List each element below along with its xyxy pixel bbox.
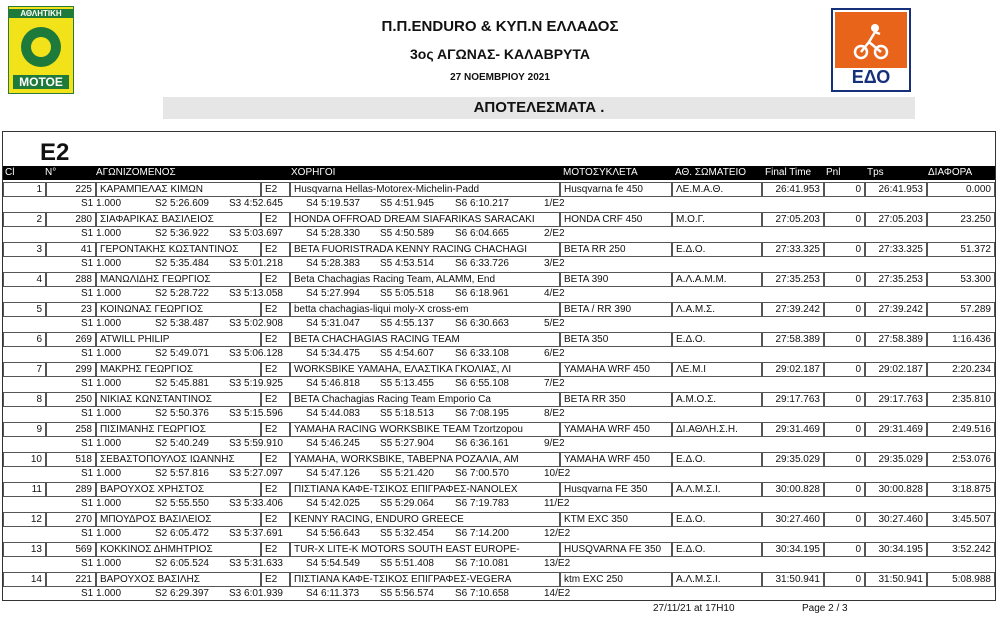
cell-cl: 12 bbox=[3, 512, 46, 527]
split-s5: S5 4:50.589 bbox=[380, 228, 434, 239]
class-title: E2 bbox=[40, 139, 70, 166]
cell-cl: 2 bbox=[3, 212, 46, 227]
cell-moto: Husqvarna FE 350 bbox=[560, 482, 672, 497]
cell-cat: E2 bbox=[261, 242, 290, 257]
cell-no: 280 bbox=[46, 212, 96, 227]
cell-pnl: 0 bbox=[824, 482, 865, 497]
table-header bbox=[3, 166, 995, 180]
split-s2: S2 6:29.397 bbox=[155, 588, 209, 599]
cell-moto: HUSQVARNA FE 350 bbox=[560, 542, 672, 557]
cell-no: 269 bbox=[46, 332, 96, 347]
cell-tps: 27:58.389 bbox=[865, 332, 927, 347]
logo-left-top-text: ΑΘΛΗΤΙΚΗ bbox=[9, 9, 73, 18]
split-pos: 2/E2 bbox=[544, 228, 565, 239]
cell-final: 30:00.828 bbox=[762, 482, 824, 497]
table-row bbox=[3, 240, 995, 270]
split-s5: S5 4:55.137 bbox=[380, 318, 434, 329]
event-title: Π.Π.ENDURO & ΚΥΠ.Ν ΕΛΛΑΔΟΣ bbox=[381, 18, 619, 35]
split-s6: S6 7:00.570 bbox=[455, 468, 509, 479]
cell-pnl: 0 bbox=[824, 452, 865, 467]
cell-moto: YAMAHA WRF 450 bbox=[560, 362, 672, 377]
cell-diff: 2:53.076 bbox=[927, 452, 995, 467]
table-row bbox=[3, 570, 995, 600]
split-pos: 11/E2 bbox=[544, 498, 570, 509]
cell-moto: BETA 350 bbox=[560, 332, 672, 347]
cell-moto: BETA RR 250 bbox=[560, 242, 672, 257]
cell-moto: BETA RR 350 bbox=[560, 392, 672, 407]
cell-pnl: 0 bbox=[824, 272, 865, 287]
split-s1: S1 1.000 bbox=[81, 408, 122, 419]
split-s5: S5 5:56.574 bbox=[380, 588, 434, 599]
split-s2: S2 5:55.550 bbox=[155, 498, 209, 509]
cell-rider: ΜΠΟΥΔΡΟΣ ΒΑΣΙΛΕΙΟΣ bbox=[96, 512, 261, 527]
cell-cat: E2 bbox=[261, 362, 290, 377]
split-s6: S6 6:30.663 bbox=[455, 318, 509, 329]
split-pos: 4/E2 bbox=[544, 288, 565, 299]
cell-moto: ktm EXC 250 bbox=[560, 572, 672, 587]
cell-cl: 10 bbox=[3, 452, 46, 467]
split-s3: S3 5:03.697 bbox=[229, 228, 283, 239]
cell-club: ΛΕ.Μ.Ι bbox=[672, 362, 762, 377]
split-pos: 3/E2 bbox=[544, 258, 565, 269]
event-date: 27 ΝΟΕΜΒΡΙΟΥ 2021 bbox=[450, 72, 550, 83]
cell-club: ΔΙ.ΑΘΛΗ.Σ.Η. bbox=[672, 422, 762, 437]
cell-tps: 27:35.253 bbox=[865, 272, 927, 287]
cell-cl: 6 bbox=[3, 332, 46, 347]
cell-rider: ΜΑΝΩΛΙΔΗΣ ΓΕΩΡΓΙΟΣ bbox=[96, 272, 261, 287]
logo-left-bottom-text: MOTOE bbox=[13, 75, 69, 89]
split-pos: 12/E2 bbox=[544, 528, 571, 539]
split-s4: S4 5:28.330 bbox=[306, 228, 360, 239]
split-s6: S6 6:33.726 bbox=[455, 258, 509, 269]
page-number: Page 2 / 3 bbox=[802, 603, 848, 614]
cell-final: 27:33.325 bbox=[762, 242, 824, 257]
split-s2: S2 5:49.071 bbox=[155, 348, 209, 359]
cell-sponsor: YAMAHA RACING WORKSBIKE TEAM Tzortzopou bbox=[290, 422, 560, 437]
cell-diff: 53.300 bbox=[927, 272, 995, 287]
cell-club: Ε.Δ.Ο. bbox=[672, 332, 762, 347]
split-s2: S2 5:38.487 bbox=[155, 318, 209, 329]
split-s1: S1 1.000 bbox=[81, 588, 122, 599]
split-s4: S4 5:47.126 bbox=[306, 468, 360, 479]
cell-pnl: 0 bbox=[824, 242, 865, 257]
cell-no: 289 bbox=[46, 482, 96, 497]
split-s1: S1 1.000 bbox=[81, 348, 122, 359]
split-s4: S4 5:54.549 bbox=[306, 558, 360, 569]
cell-no: 225 bbox=[46, 182, 96, 197]
split-pos: 14/E2 bbox=[544, 588, 571, 599]
table-row bbox=[3, 300, 995, 330]
col-header-penalty: Pnl bbox=[826, 167, 841, 178]
split-s4: S4 5:34.475 bbox=[306, 348, 360, 359]
cell-rider: ΣΕΒΑΣΤΟΠΟΥΛΟΣ ΙΩΑΝΝΗΣ bbox=[96, 452, 261, 467]
cell-rider: ΓΕΡΟΝΤΑΚΗΣ ΚΩΣΤΑΝΤΙΝΟΣ bbox=[96, 242, 261, 257]
split-s1: S1 1.000 bbox=[81, 318, 122, 329]
cell-rider: ΚΑΡΑΜΠΕΛΑΣ ΚΙΜΩΝ bbox=[96, 182, 261, 197]
cell-rider: ΠΙΣΙΜΑΝΗΣ ΓΕΩΡΓΙΟΣ bbox=[96, 422, 261, 437]
split-s5: S5 4:53.514 bbox=[380, 258, 434, 269]
cell-cl: 9 bbox=[3, 422, 46, 437]
col-header-difference: ΔΙΑΦΟΡΑ bbox=[928, 167, 973, 178]
table-row bbox=[3, 540, 995, 570]
cell-cl: 5 bbox=[3, 302, 46, 317]
cell-cat: E2 bbox=[261, 212, 290, 227]
cell-tps: 31:50.941 bbox=[865, 572, 927, 587]
cell-club: Α.Λ.Α.Μ.Μ. bbox=[672, 272, 762, 287]
cell-moto: BETA / RR 390 bbox=[560, 302, 672, 317]
cell-cat: E2 bbox=[261, 542, 290, 557]
col-header-motorcycle: ΜΟΤΟΣΥΚΛΕΤΑ bbox=[563, 167, 638, 178]
cell-diff: 5:08.988 bbox=[927, 572, 995, 587]
cell-sponsor: TUR-X LITE-K MOTORS SOUTH EAST EUROPE- bbox=[290, 542, 560, 557]
split-s5: S5 4:54.607 bbox=[380, 348, 434, 359]
cell-final: 31:50.941 bbox=[762, 572, 824, 587]
split-s4: S4 5:44.083 bbox=[306, 408, 360, 419]
split-pos: 6/E2 bbox=[544, 348, 565, 359]
split-s5: S5 4:51.945 bbox=[380, 198, 434, 209]
cell-diff: 51.372 bbox=[927, 242, 995, 257]
cell-cat: E2 bbox=[261, 302, 290, 317]
cell-cl: 14 bbox=[3, 572, 46, 587]
cell-cat: E2 bbox=[261, 482, 290, 497]
split-s1: S1 1.000 bbox=[81, 528, 122, 539]
split-s3: S3 5:31.633 bbox=[229, 558, 283, 569]
cell-rider: ΒΑΡΟΥΧΟΣ ΧΡΗΣΤΟΣ bbox=[96, 482, 261, 497]
split-s3: S3 5:33.406 bbox=[229, 498, 283, 509]
cell-tps: 26:41.953 bbox=[865, 182, 927, 197]
cell-cat: E2 bbox=[261, 332, 290, 347]
split-s2: S2 5:45.881 bbox=[155, 378, 209, 389]
split-s4: S4 5:46.818 bbox=[306, 378, 360, 389]
cell-cl: 4 bbox=[3, 272, 46, 287]
split-s1: S1 1.000 bbox=[81, 468, 122, 479]
cell-sponsor: YAMAHA, WORKSBIKE, ΤΑΒΕΡΝΑ ΡΟΖΑΛΙΑ, ΑΜ bbox=[290, 452, 560, 467]
cell-cat: E2 bbox=[261, 452, 290, 467]
cell-moto: YAMAHA WRF 450 bbox=[560, 422, 672, 437]
cell-cl: 7 bbox=[3, 362, 46, 377]
cell-no: 23 bbox=[46, 302, 96, 317]
split-s3: S3 5:27.097 bbox=[229, 468, 283, 479]
cell-tps: 30:27.460 bbox=[865, 512, 927, 527]
split-s1: S1 1.000 bbox=[81, 438, 122, 449]
table-row bbox=[3, 330, 995, 360]
col-header-club: ΑΘ. ΣΩΜΑΤΕΙΟ bbox=[675, 167, 747, 178]
cell-tps: 29:02.187 bbox=[865, 362, 927, 377]
cell-no: 288 bbox=[46, 272, 96, 287]
split-s1: S1 1.000 bbox=[81, 288, 122, 299]
cell-cat: E2 bbox=[261, 512, 290, 527]
cell-moto: HONDA CRF 450 bbox=[560, 212, 672, 227]
cell-sponsor: BETA CHACHAGIAS RACING TEAM bbox=[290, 332, 560, 347]
cell-club: Α.Λ.Μ.Σ.Ι. bbox=[672, 482, 762, 497]
split-s6: S6 7:08.195 bbox=[455, 408, 509, 419]
table-row bbox=[3, 420, 995, 450]
split-s1: S1 1.000 bbox=[81, 498, 122, 509]
split-s5: S5 5:32.454 bbox=[380, 528, 434, 539]
split-s6: S6 7:10.658 bbox=[455, 588, 509, 599]
split-s2: S2 5:40.249 bbox=[155, 438, 209, 449]
split-s3: S3 5:19.925 bbox=[229, 378, 283, 389]
cell-cat: E2 bbox=[261, 572, 290, 587]
split-s2: S2 5:28.722 bbox=[155, 288, 209, 299]
split-s4: S4 5:27.994 bbox=[306, 288, 360, 299]
split-s1: S1 1.000 bbox=[81, 198, 122, 209]
cell-final: 29:17.763 bbox=[762, 392, 824, 407]
col-header-sponsor: ΧΟΡΗΓΟΙ bbox=[291, 167, 336, 178]
cell-cl: 13 bbox=[3, 542, 46, 557]
split-s5: S5 5:21.420 bbox=[380, 468, 434, 479]
cell-diff: 1:16.436 bbox=[927, 332, 995, 347]
cell-sponsor: KENNY RACING, ENDURO GREECE bbox=[290, 512, 560, 527]
cell-diff: 2:35.810 bbox=[927, 392, 995, 407]
cell-moto: KTM EXC 350 bbox=[560, 512, 672, 527]
split-s1: S1 1.000 bbox=[81, 558, 122, 569]
cell-final: 27:05.203 bbox=[762, 212, 824, 227]
cell-moto: Husqvarna fe 450 bbox=[560, 182, 672, 197]
cell-rider: ATWILL PHILIP bbox=[96, 332, 261, 347]
table-row bbox=[3, 390, 995, 420]
results-table bbox=[3, 180, 995, 600]
cell-cl: 11 bbox=[3, 482, 46, 497]
cell-club: Ε.Δ.Ο. bbox=[672, 452, 762, 467]
cell-sponsor: WORKSBIKE YAMAHA, ΕΛΑΣΤΙΚΑ ΓΚΟΛΙΑΣ, ΛΙ bbox=[290, 362, 560, 377]
cell-final: 29:31.469 bbox=[762, 422, 824, 437]
split-s2: S2 5:57.816 bbox=[155, 468, 209, 479]
cell-sponsor: Beta Chachagias Racing Team, ALAMM, End bbox=[290, 272, 560, 287]
split-s1: S1 1.000 bbox=[81, 228, 122, 239]
split-s6: S6 6:10.217 bbox=[455, 198, 509, 209]
cell-rider: ΜΑΚΡΗΣ ΓΕΩΡΓΙΟΣ bbox=[96, 362, 261, 377]
cell-sponsor: ΠΙΣΤΙΑΝΑ ΚΑΦΕ-ΤΣΙΚΟΣ ΕΠΙΓΡΑΦΕΣ-NANOLEX bbox=[290, 482, 560, 497]
cell-final: 30:34.195 bbox=[762, 542, 824, 557]
cell-no: 518 bbox=[46, 452, 96, 467]
cell-moto: YAMAHA WRF 450 bbox=[560, 452, 672, 467]
cell-diff: 23.250 bbox=[927, 212, 995, 227]
split-s6: S6 7:10.081 bbox=[455, 558, 509, 569]
col-header-cl: Cl bbox=[5, 167, 15, 178]
cell-no: 270 bbox=[46, 512, 96, 527]
split-s2: S2 5:26.609 bbox=[155, 198, 209, 209]
cell-diff: 2:49.516 bbox=[927, 422, 995, 437]
cell-cl: 8 bbox=[3, 392, 46, 407]
cell-club: ΛΕ.Μ.Α.Θ. bbox=[672, 182, 762, 197]
cell-diff: 2:20.234 bbox=[927, 362, 995, 377]
col-header-tps: Tps bbox=[867, 167, 884, 178]
logo-right-text: ΕΔΟ bbox=[851, 67, 891, 87]
split-s1: S1 1.000 bbox=[81, 378, 122, 389]
split-s3: S3 5:59.910 bbox=[229, 438, 283, 449]
cell-tps: 29:35.029 bbox=[865, 452, 927, 467]
table-row bbox=[3, 510, 995, 540]
split-pos: 5/E2 bbox=[544, 318, 565, 329]
cell-cat: E2 bbox=[261, 182, 290, 197]
table-row bbox=[3, 360, 995, 390]
split-s5: S5 5:51.408 bbox=[380, 558, 434, 569]
cell-tps: 27:05.203 bbox=[865, 212, 927, 227]
split-s2: S2 5:35.484 bbox=[155, 258, 209, 269]
cell-tps: 29:31.469 bbox=[865, 422, 927, 437]
col-header-final-time: Final Time bbox=[765, 167, 812, 178]
cell-club: Ε.Δ.Ο. bbox=[672, 242, 762, 257]
split-s2: S2 5:50.376 bbox=[155, 408, 209, 419]
cell-diff: 57.289 bbox=[927, 302, 995, 317]
split-pos: 8/E2 bbox=[544, 408, 565, 419]
split-s6: S6 7:19.783 bbox=[455, 498, 509, 509]
cell-tps: 27:33.325 bbox=[865, 242, 927, 257]
cell-rider: ΝΙΚΙΑΣ ΚΩΝΣΤΑΝΤΙΝΟΣ bbox=[96, 392, 261, 407]
table-row bbox=[3, 270, 995, 300]
cell-pnl: 0 bbox=[824, 392, 865, 407]
cell-tps: 30:00.828 bbox=[865, 482, 927, 497]
cell-cat: E2 bbox=[261, 392, 290, 407]
split-s6: S6 6:04.665 bbox=[455, 228, 509, 239]
split-s3: S3 5:13.058 bbox=[229, 288, 283, 299]
split-s3: S3 5:02.908 bbox=[229, 318, 283, 329]
cell-no: 221 bbox=[46, 572, 96, 587]
cell-tps: 29:17.763 bbox=[865, 392, 927, 407]
split-s2: S2 6:05.472 bbox=[155, 528, 209, 539]
split-pos: 1/E2 bbox=[544, 198, 565, 209]
split-s4: S4 5:28.383 bbox=[306, 258, 360, 269]
split-s2: S2 6:05.524 bbox=[155, 558, 209, 569]
table-row bbox=[3, 210, 995, 240]
split-s4: S4 6:11.373 bbox=[306, 588, 360, 599]
cell-rider: ΣΙΑΦΑΡΙΚΑΣ ΒΑΣΙΛΕΙΟΣ bbox=[96, 212, 261, 227]
cell-no: 299 bbox=[46, 362, 96, 377]
cell-club: Α.Μ.Ο.Σ. bbox=[672, 392, 762, 407]
cell-sponsor: HONDA OFFROAD DREAM SIAFARIKAS SARACAKI bbox=[290, 212, 560, 227]
cell-cl: 1 bbox=[3, 182, 46, 197]
cell-final: 27:39.242 bbox=[762, 302, 824, 317]
cell-rider: ΚΟΚΚΙΝΟΣ ΔΗΜΗΤΡΙΟΣ bbox=[96, 542, 261, 557]
cell-rider: ΚΟΙΝΩΝΑΣ ΓΕΩΡΓΙΟΣ bbox=[96, 302, 261, 317]
table-row bbox=[3, 480, 995, 510]
split-s5: S5 5:05.518 bbox=[380, 288, 434, 299]
cell-pnl: 0 bbox=[824, 572, 865, 587]
cell-sponsor: Husqvarna Hellas-Motorex-Michelin-Padd bbox=[290, 182, 560, 197]
split-s3: S3 5:06.128 bbox=[229, 348, 283, 359]
cell-cat: E2 bbox=[261, 422, 290, 437]
split-s3: S3 5:37.691 bbox=[229, 528, 283, 539]
cell-final: 29:02.187 bbox=[762, 362, 824, 377]
cell-pnl: 0 bbox=[824, 332, 865, 347]
cell-cat: E2 bbox=[261, 272, 290, 287]
split-s4: S4 5:46.245 bbox=[306, 438, 360, 449]
split-s6: S6 6:36.161 bbox=[455, 438, 509, 449]
split-s1: S1 1.000 bbox=[81, 258, 122, 269]
cell-pnl: 0 bbox=[824, 212, 865, 227]
cell-no: 258 bbox=[46, 422, 96, 437]
cell-no: 569 bbox=[46, 542, 96, 557]
cell-moto: BETA 390 bbox=[560, 272, 672, 287]
cell-club: Ε.Δ.Ο. bbox=[672, 542, 762, 557]
cell-pnl: 0 bbox=[824, 512, 865, 527]
print-timestamp: 27/11/21 at 17H10 bbox=[653, 603, 735, 614]
cell-club: Μ.Ο.Γ. bbox=[672, 212, 762, 227]
split-s5: S5 5:29.064 bbox=[380, 498, 434, 509]
split-s2: S2 5:36.922 bbox=[155, 228, 209, 239]
split-s6: S6 7:14.200 bbox=[455, 528, 509, 539]
results-heading: ΑΠΟΤΕΛΕΣΜΑΤΑ . bbox=[163, 97, 915, 119]
split-s5: S5 5:27.904 bbox=[380, 438, 434, 449]
cell-sponsor: betta chachagias-liqui moly-X cross-em bbox=[290, 302, 560, 317]
split-s3: S3 5:15.596 bbox=[229, 408, 283, 419]
split-s5: S5 5:13.455 bbox=[380, 378, 434, 389]
split-s4: S4 5:19.537 bbox=[306, 198, 360, 209]
split-s5: S5 5:18.513 bbox=[380, 408, 434, 419]
cell-final: 27:58.389 bbox=[762, 332, 824, 347]
event-subtitle: 3ος ΑΓΩΝΑΣ- ΚΑΛΑΒΡΥΤΑ bbox=[410, 46, 590, 62]
cell-tps: 27:39.242 bbox=[865, 302, 927, 317]
table-row bbox=[3, 450, 995, 480]
cell-cl: 3 bbox=[3, 242, 46, 257]
cell-sponsor: BETA FUORISTRADA KENNY RACING CHACHAGI bbox=[290, 242, 560, 257]
cell-pnl: 0 bbox=[824, 182, 865, 197]
cell-sponsor: BETA Chachagias Racing Team Emporio Ca bbox=[290, 392, 560, 407]
split-s6: S6 6:18.961 bbox=[455, 288, 509, 299]
cell-pnl: 0 bbox=[824, 302, 865, 317]
split-s3: S3 6:01.939 bbox=[229, 588, 283, 599]
cell-diff: 3:18.875 bbox=[927, 482, 995, 497]
cell-diff: 3:52.242 bbox=[927, 542, 995, 557]
cell-sponsor: ΠΙΣΤΙΑΝΑ ΚΑΦΕ-ΤΣΙΚΟΣ ΕΠΙΓΡΑΦΕΣ-VEGERA bbox=[290, 572, 560, 587]
split-s4: S4 5:56.643 bbox=[306, 528, 360, 539]
split-pos: 13/E2 bbox=[544, 558, 571, 569]
cell-club: Ε.Δ.Ο. bbox=[672, 512, 762, 527]
split-s3: S3 4:52.645 bbox=[229, 198, 283, 209]
split-s6: S6 6:33.108 bbox=[455, 348, 509, 359]
cell-pnl: 0 bbox=[824, 422, 865, 437]
cell-club: Λ.Α.Μ.Σ. bbox=[672, 302, 762, 317]
split-pos: 10/E2 bbox=[544, 468, 571, 479]
col-header-rider: ΑΓΩΝΙΖΟΜΕΝΟΣ bbox=[96, 167, 176, 178]
cell-no: 41 bbox=[46, 242, 96, 257]
cell-club: Α.Λ.Μ.Σ.Ι. bbox=[672, 572, 762, 587]
cell-pnl: 0 bbox=[824, 362, 865, 377]
table-row bbox=[3, 180, 995, 210]
cell-final: 26:41.953 bbox=[762, 182, 824, 197]
cell-final: 30:27.460 bbox=[762, 512, 824, 527]
cell-final: 29:35.029 bbox=[762, 452, 824, 467]
col-header-no: N° bbox=[45, 167, 57, 178]
cell-final: 27:35.253 bbox=[762, 272, 824, 287]
split-s6: S6 6:55.108 bbox=[455, 378, 509, 389]
split-s4: S4 5:42.025 bbox=[306, 498, 360, 509]
cell-pnl: 0 bbox=[824, 542, 865, 557]
cell-tps: 30:34.195 bbox=[865, 542, 927, 557]
cell-rider: ΒΑΡΟΥΧΟΣ ΒΑΣΙΛΗΣ bbox=[96, 572, 261, 587]
cell-diff: 0.000 bbox=[927, 182, 995, 197]
split-pos: 9/E2 bbox=[544, 438, 565, 449]
split-s3: S3 5:01.218 bbox=[229, 258, 283, 269]
split-s4: S4 5:31.047 bbox=[306, 318, 360, 329]
cell-no: 250 bbox=[46, 392, 96, 407]
cell-diff: 3:45.507 bbox=[927, 512, 995, 527]
split-pos: 7/E2 bbox=[544, 378, 565, 389]
